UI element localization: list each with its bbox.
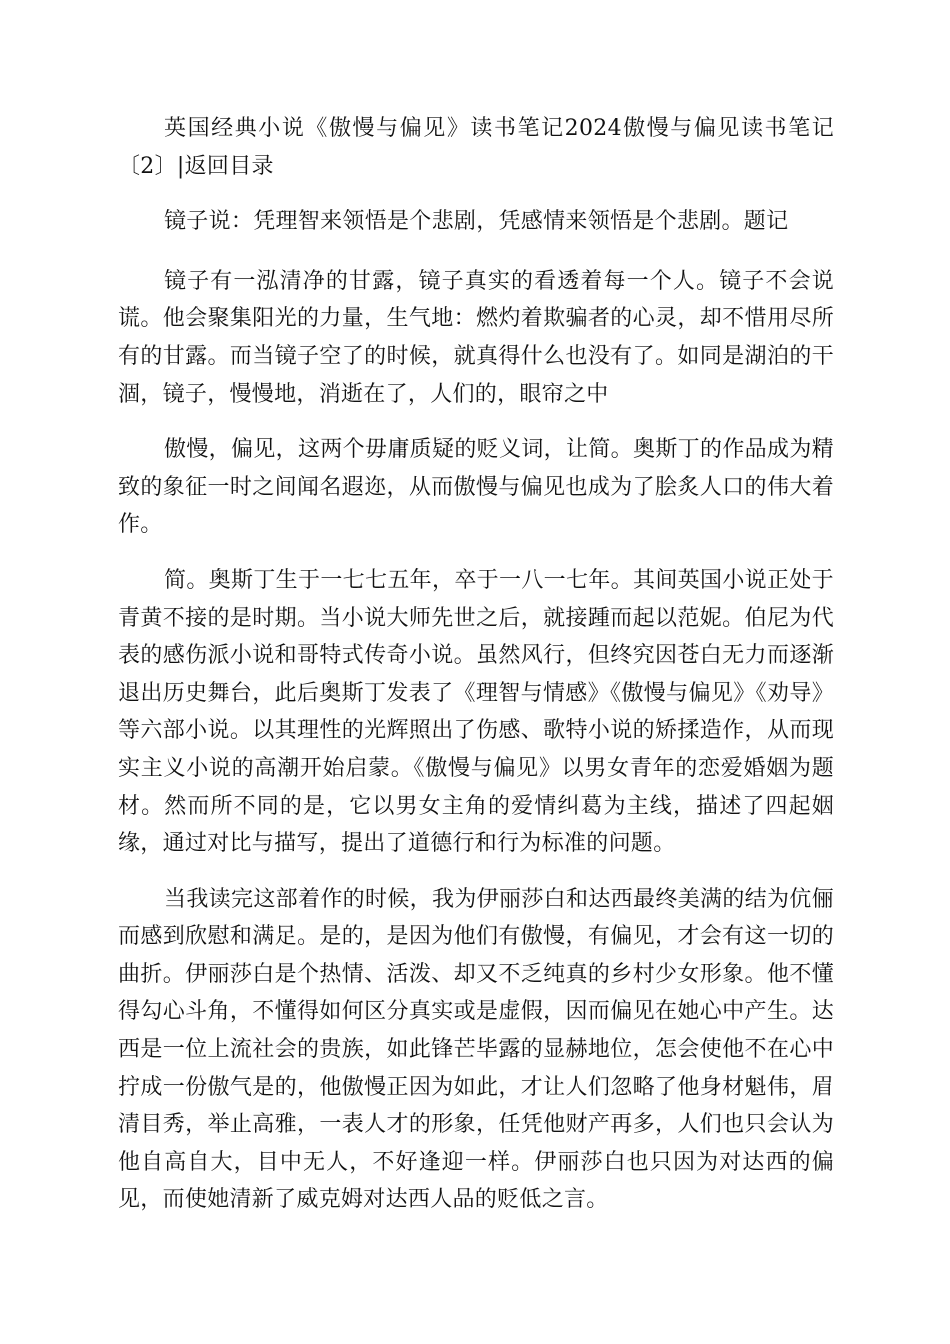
document-title: 英国经典小说《傲慢与偏见》读书笔记2024傲慢与偏见读书笔记〔2〕|返回目录 — [118, 116, 834, 179]
paragraph-reader-reflection: 当我读完这部着作的时候，我为伊丽莎白和达西最终美满的结为伉俪而感到欣慰和满足。是的，是因为他们有傲慢，有偏见，才会有这一切的曲折。伊丽莎白是个热情、活泼、却又不乏纯真的乡村少女形象。他不懂得勾心斗角，不懂得如何区分真实或是虚假，因而偏见在她心中产生。达西是一位上流社会的贵族，如此锋芒毕露的显赫地位，怎会使他不在心中拧成一份傲气是的，他傲慢正因为如此，才让人们忽略了他身材魁伟，眉清目秀，举止高雅，一表人才的形象，任凭他财产再多，人们也只会认为他自高自大，目中无人，不好逢迎一样。伊丽莎白也只因为对达西的偏见，而使她清新了威克姆对达西人品的贬低之言。 — [118, 886, 834, 1213]
paragraph-pride-prejudice: 傲慢，偏见，这两个毋庸质疑的贬义词，让简。奥斯丁的作品成为精致的象征一时之间闻名遐迩，从而傲慢与偏见也成为了脍炙人口的伟大着作。 — [118, 437, 834, 538]
paragraph-mirror: 镜子有一泓清净的甘露，镜子真实的看透着每一个人。镜子不会说谎。他会聚集阳光的力量，生气地：燃灼着欺骗者的心灵，却不惜用尽所有的甘露。而当镜子空了的时候，就真得什么也没有了。如同是湖泊的干涸，镜子，慢慢地，消逝在了，人们的，眼帘之中 — [118, 268, 834, 407]
paragraph-austen-biography: 简。奥斯丁生于一七七五年，卒于一八一七年。其间英国小说正处于青黄不接的是时期。当小说大师先世之后，就接踵而起以范妮。伯尼为代表的感伤派小说和哥特式传奇小说。虽然风行，但终究因苍白无力而逐渐退出历史舞台，此后奥斯丁发表了《理智与情感》《傲慢与偏见》《劝导》等六部小说。以其理性的光辉照出了伤感、歌特小说的矫揉造作，从而现实主义小说的高潮开始启蒙。《傲慢与偏见》以男女青年的恋爱婚姻为题材。然而所不同的是，它以男女主角的爱情纠葛为主线，描述了四起姻缘，通过对比与描写，提出了道德行和行为标准的问题。 — [118, 567, 834, 857]
document-page — [118, 110, 834, 1290]
epigraph: 镜子说：凭理智来领悟是个悲剧，凭感情来领悟是个悲剧。题记 — [164, 209, 789, 235]
